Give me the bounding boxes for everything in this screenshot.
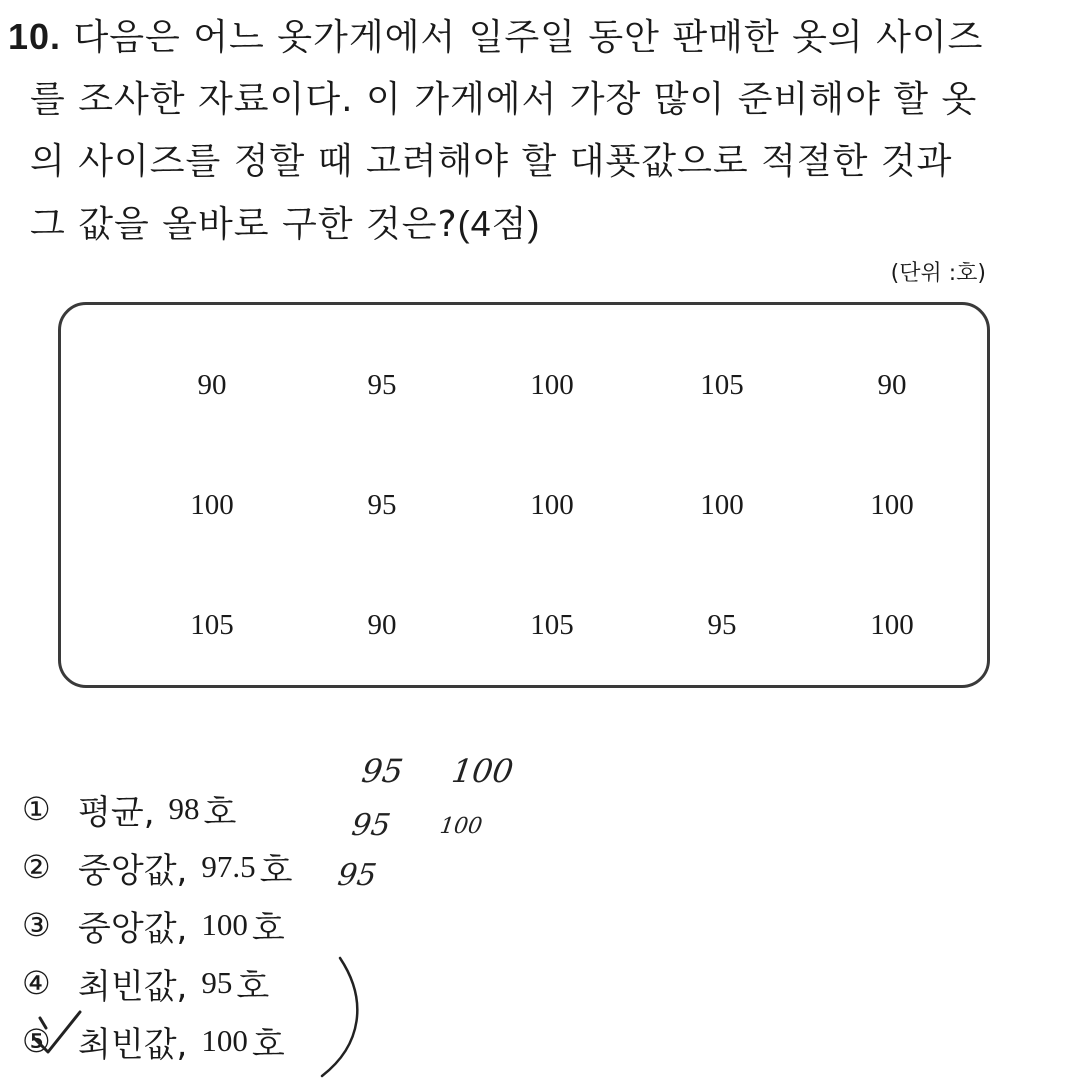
data-cell: 95 [367,369,397,401]
choice-unit: 호 [251,908,285,949]
choice-3[interactable] [22,896,292,954]
choice-2[interactable] [22,838,292,896]
choice-4[interactable] [22,954,292,1012]
data-cell: 90 [197,369,227,401]
data-cell: 100 [190,489,234,521]
choice-unit: 호 [203,792,237,833]
handwritten-note: 95 [349,808,393,843]
data-grid [127,335,927,695]
answer-choices [22,780,292,1070]
choice-unit: 호 [259,850,293,891]
choice-label: 중앙값, [78,908,188,949]
question-line-2: 를 조사한 자료이다. 이 가게에서 가장 많이 준비해야 할 옷 [30,79,978,120]
answer-bracket-mark [322,958,357,1076]
question-line-4-text: 그 값을 올바로 구한 것은? [30,204,458,245]
question-line-1 [8,6,1058,69]
choice-marker: ① [22,790,51,828]
question-line-3: 의 사이즈를 정할 때 고려해야 할 대푯값으로 적절한 것과 [30,141,953,182]
data-cell: 100 [530,369,574,401]
data-cell: 100 [870,489,914,521]
data-cell: 100 [700,489,744,521]
choice-label: 중앙값, [78,850,188,891]
choice-value: 100 [201,907,248,942]
unit-label: (단위 :호) [890,261,986,286]
handwritten-note: 95 [359,752,406,790]
choice-marker: ④ [22,964,51,1002]
data-box [58,302,990,688]
data-cell: 90 [367,609,397,641]
question-line-1-text: 다음은 어느 옷가게에서 일주일 동안 판매한 옷의 사이즈 [73,17,984,58]
choice-value: 95 [201,965,233,1000]
data-cell: 105 [700,369,744,401]
choice-unit: 호 [236,966,270,1007]
choice-label: 최빈값, [78,966,188,1007]
data-cell: 105 [530,609,574,641]
choice-marker: ② [22,848,51,886]
data-cell: 90 [877,369,907,401]
choice-1[interactable] [22,780,292,838]
question-line-4 [8,193,1058,256]
data-cell: 100 [870,609,914,641]
question-score: (4점) [457,203,541,244]
handwritten-note: 100 [438,814,484,839]
choice-label: 평균, [78,792,155,833]
choice-unit: 호 [251,1024,285,1065]
choice-marker: ③ [22,906,51,944]
data-cell: 95 [707,609,737,641]
choice-value: 97.5 [201,849,256,884]
question-text [8,6,1058,256]
handwritten-note: 100 [449,752,516,790]
data-cell: 100 [530,489,574,521]
choice-label: 최빈값, [78,1024,188,1065]
data-cell: 105 [190,609,234,641]
choice-marker: ⑤ [22,1022,51,1060]
question-number: 10. [8,16,62,57]
choice-value: 100 [201,1023,248,1058]
choice-5[interactable] [22,1012,292,1070]
handwritten-note: 95 [335,858,379,893]
choice-value: 98 [168,791,200,826]
data-cell: 95 [367,489,397,521]
